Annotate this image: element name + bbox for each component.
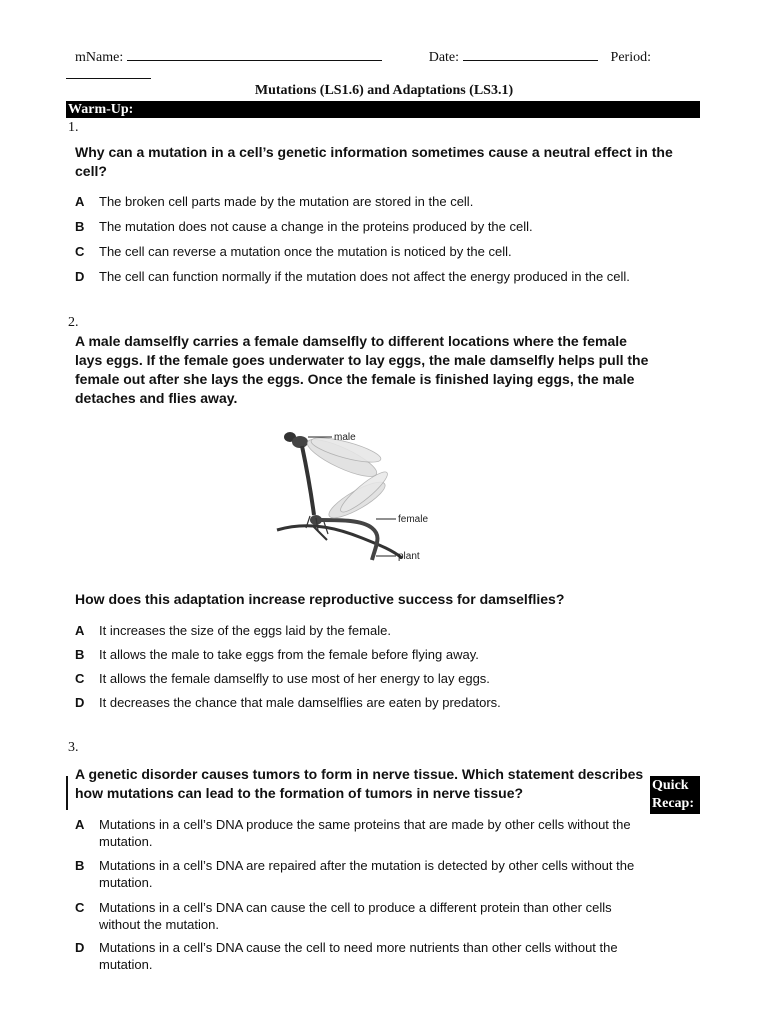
question-3-number: 3. [68,740,79,755]
question-2-text: A male damselfly carries a female damselfly to different locations where the female lays eggs. If the female goes underwater to lay eggs, the male damselfly helps pull the female out after she lays the eggs. Once the female is finished laying eggs, the male detaches and flies away. [75,333,649,406]
question-1-text: Why can a mutation in a cell’s genetic information sometimes cause a neutral effect in the cell? [75,144,673,179]
option-text: It decreases the chance that male damselflies are eaten by predators. [99,695,501,710]
question-2-option-d[interactable] [75,695,665,712]
question-1-option-d[interactable] [75,269,665,286]
label-plant: plant [398,551,420,562]
question-2-prompt: How does this adaptation increase reproductive success for damselflies? [75,591,565,607]
name-label: mName: [75,50,124,65]
page-title: Mutations (LS1.6) and Adaptations (LS3.1) [254,83,514,98]
quick-recap-label: Quick Recap: [650,776,700,814]
date-blank[interactable] [463,48,598,61]
name-blank[interactable] [127,48,382,61]
question-2-number: 2. [68,315,79,330]
plant-stem [277,526,402,558]
male-thorax [292,436,308,448]
option-letter: A [75,817,85,832]
question-2-option-a[interactable] [75,623,665,640]
label-male: male [334,432,356,443]
date-label: Date: [428,50,460,65]
option-letter: B [75,647,85,662]
question-3-option-d[interactable] [75,940,635,973]
question-1-option-c[interactable] [75,244,665,261]
option-letter: D [75,695,85,710]
question-1-option-b[interactable] [75,219,665,236]
option-letter: B [75,219,85,234]
question-3-text: A genetic disorder causes tumors to form in nerve tissue. Which statement describes how mutations can lead to the formation of tumors in nerve tissue? [75,766,644,801]
question-2-option-b[interactable] [75,647,665,664]
option-letter: C [75,244,85,259]
option-letter: D [75,269,85,284]
question-1-number: 1. [68,120,79,135]
question-3-option-c[interactable] [75,900,635,933]
question-2-option-c[interactable] [75,671,665,688]
option-text: The mutation does not cause a change in the proteins produced by the cell. [99,219,533,234]
option-letter: C [75,671,85,686]
damselfly-figure [272,420,462,570]
option-text: Mutations in a cell’s DNA can cause the cell to produce a different protein than other cells without the mutation. [99,900,612,932]
option-text: Mutations in a cell’s DNA cause the cell to need more nutrients than other cells without the mutation. [99,940,618,972]
section-header-warm-up: Warm-Up: [66,101,700,118]
option-letter: B [75,858,85,873]
option-text: The cell can function normally if the mutation does not affect the energy produced in the cell. [99,269,630,284]
question-3-margin-bar [66,776,68,810]
option-letter: A [75,623,85,638]
student-header [75,48,651,66]
period-label: Period: [610,50,651,65]
question-1-option-a[interactable] [75,194,665,211]
option-letter: A [75,194,85,209]
label-female: female [398,514,429,525]
option-text: Mutations in a cell’s DNA are repaired after the mutation is detected by other cells without the mutation. [99,858,635,890]
male-abdomen [302,446,314,515]
option-text: It increases the size of the eggs laid by the female. [99,623,391,638]
option-letter: D [75,940,85,955]
question-3-option-a[interactable] [75,817,645,850]
option-text: Mutations in a cell’s DNA produce the same proteins that are made by other cells without the mutation. [99,817,631,849]
option-text: It allows the male to take eggs from the female before flying away. [99,647,479,662]
question-3-option-b[interactable] [75,858,650,891]
period-blank[interactable] [66,66,151,79]
option-text: It allows the female damselfly to use most of her energy to lay eggs. [99,671,490,686]
option-text: The cell can reverse a mutation once the mutation is noticed by the cell. [99,244,512,259]
option-text: The broken cell parts made by the mutation are stored in the cell. [99,194,474,209]
option-letter: C [75,900,85,915]
